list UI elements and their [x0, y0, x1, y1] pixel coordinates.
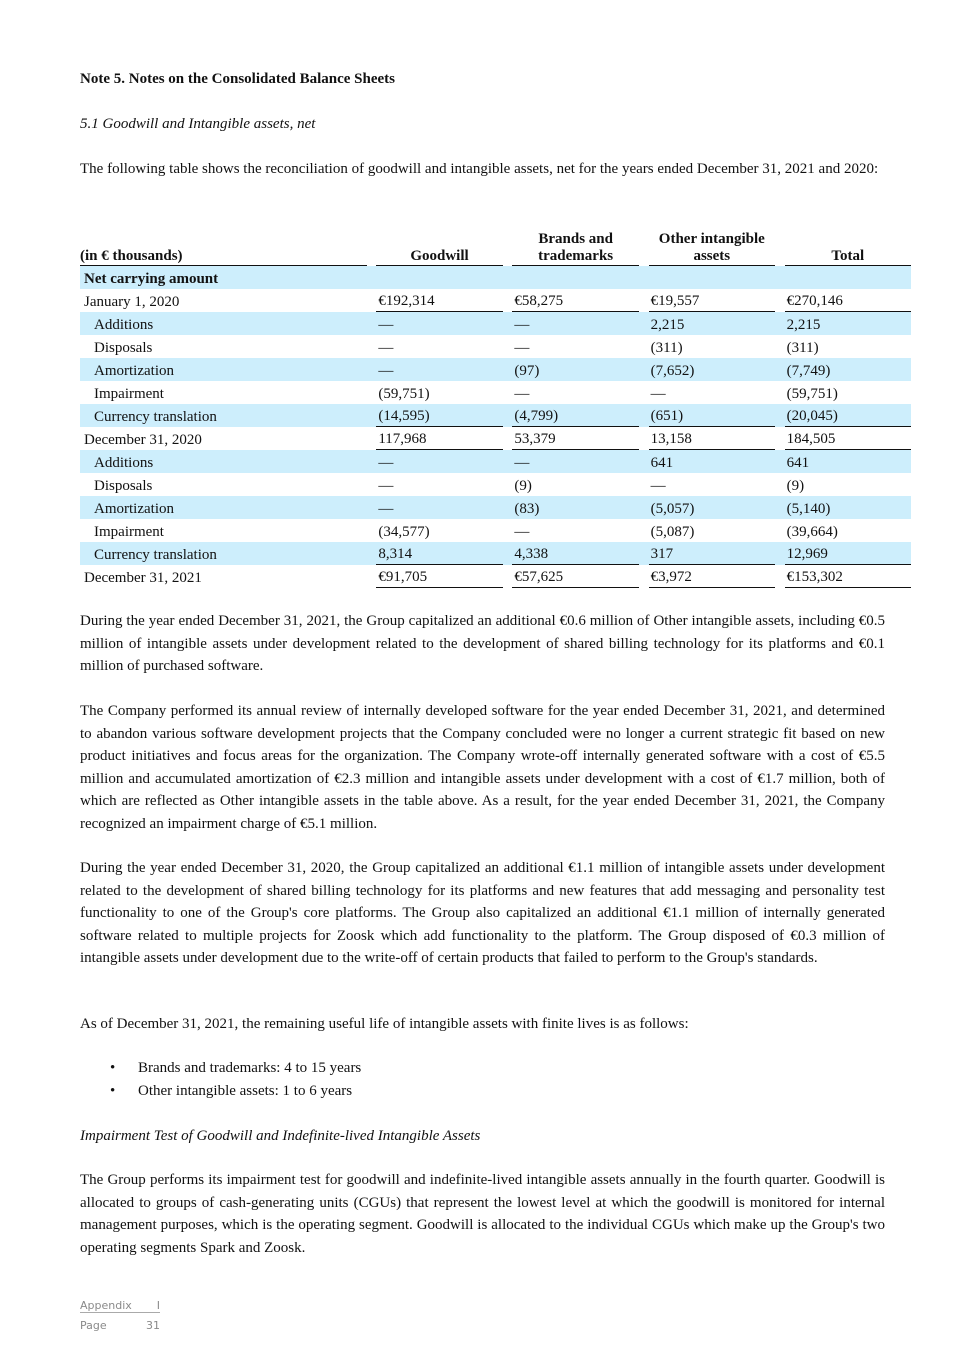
currency-symbol: €: [650, 293, 659, 309]
table-cell: [376, 567, 502, 588]
cell-value: (59,751): [378, 386, 430, 402]
table-row: [80, 312, 911, 335]
cell-value: (39,664): [786, 524, 838, 540]
cell-value: 53,379: [514, 431, 556, 447]
cell-value: 12,969: [786, 546, 828, 562]
table-row: [80, 335, 911, 358]
cell-value: —: [378, 501, 394, 517]
header-total: Total: [785, 248, 911, 266]
cell-value: —: [514, 317, 530, 333]
row-label: December 31, 2021: [84, 570, 202, 586]
row-label: Currency translation: [80, 404, 367, 427]
table-cell: [512, 315, 639, 335]
cell-value: —: [378, 340, 394, 356]
table-cell: [512, 406, 639, 427]
table-cell: [649, 544, 775, 565]
cell-value: (311): [650, 340, 683, 356]
table-cell: [785, 567, 911, 588]
note-title: Note 5. Notes on the Consolidated Balance Sheets: [80, 71, 395, 87]
table-row: [80, 473, 911, 496]
table-row: [80, 358, 911, 381]
cell-value: (5,057): [650, 501, 695, 517]
cell-value: (7,749): [786, 363, 831, 379]
cell-value: (34,577): [378, 524, 430, 540]
cell-value: 192,314: [385, 293, 435, 309]
row-label: Disposals: [94, 478, 153, 494]
table-cell: [512, 567, 639, 588]
table-row: [80, 289, 911, 312]
table-cell: [512, 269, 639, 289]
table-row: [80, 542, 911, 565]
row-label: Net carrying amount: [80, 266, 367, 289]
table-cell: [376, 499, 502, 519]
table-cell: [785, 522, 911, 542]
cell-value: 19,557: [658, 293, 700, 309]
cell-value: 641: [786, 455, 810, 471]
cell-value: 641: [650, 455, 674, 471]
table-row: [80, 565, 911, 588]
cell-value: (5,087): [650, 524, 695, 540]
cell-value: (9): [786, 478, 805, 494]
cell-value: 2,215: [650, 317, 685, 333]
table-cell: [649, 269, 775, 289]
table-cell: [785, 291, 911, 312]
table-row: [80, 427, 911, 450]
cell-value: —: [378, 455, 394, 471]
paragraph: The Group performs its impairment test for goodwill and indefinite-lived intangible assets annually in the fourth quarter. Goodwill is allocated to groups of cash-generating units (CGUs) that represent the lowest level at which the goodwill is monitored for internal management purposes, which is the operating segment. Goodwill is allocated to the individual CGUs which make up the Group's two operating segments Spark and Zoosk.: [80, 1172, 885, 1256]
table-cell: [376, 315, 502, 335]
table-cell: [785, 544, 911, 565]
cell-value: 4,338: [514, 546, 549, 562]
table-cell: [649, 429, 775, 450]
paragraph: During the year ended December 31, 2020, the Group capitalized an additional €1.1 million of intangible assets under development related to the development of shared billing technology for its platforms and new features that add messaging and personality test functionality to one of the Group's core platforms. The Group also capitalized an additional €1.1 million of internally generated software related to multiple projects for Zoosk which add functionality to the platform. The Group disposed of €0.3 million of intangible assets under development due to the write-off of certain products that failed to perform to the Group's standards.: [80, 860, 885, 966]
table-row: [80, 519, 911, 542]
table-cell: [785, 384, 911, 404]
row-label: Currency translation: [80, 542, 367, 565]
paragraph: The Company performed its annual review of internally developed software for the year ended December 31, 2021, and determined to abandon various software development projects that the Company concluded were no longer a current strategic fit based on new product initiatives and focus areas for the organization. The Company wrote-off internally generated software with a cost of €5.5 million and accumulated amortization of €2.3 million and intangible assets under development with a cost of €1.7 million, both of which are reflected as Other intangible assets in the table above. As a result, for the year ended December 31, 2021, the Company recognized an impairment charge of €5.1 million.: [80, 703, 885, 832]
table-cell: [649, 476, 775, 496]
table-cell: [649, 499, 775, 519]
table-row: [80, 496, 911, 519]
cell-value: 117,968: [378, 431, 427, 447]
table-cell: [512, 476, 639, 496]
cell-value: —: [378, 478, 394, 494]
cell-value: —: [378, 363, 394, 379]
cell-value: (59,751): [786, 386, 838, 402]
cell-value: 153,302: [794, 569, 843, 585]
cell-value: —: [514, 455, 530, 471]
row-label: Amortization: [80, 496, 367, 519]
row-label: Disposals: [94, 340, 153, 356]
cell-value: (651): [650, 408, 684, 424]
table-cell: [785, 361, 911, 381]
cell-value: 317: [650, 546, 674, 562]
table-cell: [649, 384, 775, 404]
intro-paragraph: The following table shows the reconciliation of goodwill and intangible assets, net for the years ended December 31, 2021 and 2020:: [80, 161, 879, 177]
header-label: (in € thousands): [80, 248, 367, 266]
currency-symbol: €: [378, 569, 386, 585]
table-cell: [512, 544, 639, 565]
table-cell: [649, 361, 775, 381]
cell-value: 270,146: [794, 293, 843, 309]
table-cell: [512, 291, 639, 312]
row-label: Additions: [80, 450, 367, 473]
table-cell: [376, 429, 502, 450]
table-cell: [785, 499, 911, 519]
cell-value: (83): [514, 501, 540, 517]
table-cell: [512, 522, 639, 542]
table-cell: [512, 361, 639, 381]
cell-value: 58,275: [521, 293, 564, 309]
row-label: Amortization: [80, 358, 367, 381]
useful-life-list: [80, 1057, 361, 1102]
currency-symbol: €: [786, 293, 795, 309]
header-goodwill: Goodwill: [376, 248, 502, 266]
cell-value: —: [650, 386, 666, 402]
cell-value: 57,625: [521, 569, 564, 585]
table-row: [80, 266, 911, 289]
table-cell: [376, 406, 502, 427]
table-header-row: [80, 228, 911, 266]
row-label: Impairment: [94, 386, 164, 402]
table-cell: [512, 499, 639, 519]
table-cell: [376, 384, 502, 404]
currency-symbol: €: [514, 569, 522, 585]
table-cell: [649, 338, 775, 358]
footer-section-marker: I: [156, 1299, 160, 1312]
cell-value: (97): [514, 363, 540, 379]
currency-symbol: €: [650, 569, 659, 585]
table-cell: [512, 384, 639, 404]
row-label: Impairment: [94, 524, 164, 540]
footer-page-label: Page: [80, 1319, 107, 1332]
table-cell: [512, 338, 639, 358]
table-cell: [376, 453, 502, 473]
table-cell: [785, 269, 911, 289]
table-cell: [649, 453, 775, 473]
table-cell: [512, 429, 639, 450]
paragraph: During the year ended December 31, 2021, the Group capitalized an additional €0.6 million of Other intangible assets, including €0.5 million of intangible assets under development related to the development of shared billing technology for its platforms and €0.1 million of purchased software.: [80, 613, 885, 674]
cell-value: —: [514, 524, 530, 540]
table-row: [80, 404, 911, 427]
table-cell: [376, 544, 502, 565]
table-cell: [376, 476, 502, 496]
cell-value: 8,314: [378, 546, 413, 562]
currency-symbol: €: [786, 569, 795, 585]
table-cell: [649, 522, 775, 542]
list-item: • Other intangible assets: 1 to 6 years: [80, 1080, 361, 1103]
cell-value: —: [378, 317, 394, 333]
cell-value: (5,140): [786, 501, 831, 517]
page-number: 31: [146, 1319, 160, 1332]
paragraph: As of December 31, 2021, the remaining useful life of intangible assets with finite lives is as follows:: [80, 1016, 689, 1032]
row-label: Additions: [80, 312, 367, 335]
header-other: Other intangible assets: [649, 231, 775, 266]
table-cell: [649, 406, 775, 427]
table-cell: [649, 567, 775, 588]
table-cell: [376, 291, 502, 312]
table-cell: [649, 291, 775, 312]
row-label: January 1, 2020: [84, 294, 180, 310]
cell-value: —: [650, 478, 666, 494]
footer-section-label: Appendix: [80, 1299, 132, 1312]
table-cell: [785, 476, 911, 496]
subheading: Impairment Test of Goodwill and Indefinite-lived Intangible Assets: [80, 1128, 481, 1144]
cell-value: (20,045): [786, 408, 838, 424]
cell-value: (14,595): [378, 408, 430, 424]
list-item: • Brands and trademarks: 4 to 15 years: [80, 1057, 361, 1080]
table-cell: [785, 406, 911, 427]
cell-value: (311): [786, 340, 819, 356]
cell-value: 184,505: [786, 431, 836, 447]
table-cell: [376, 522, 502, 542]
cell-value: —: [514, 386, 530, 402]
cell-value: (9): [514, 478, 532, 494]
row-label: December 31, 2020: [84, 432, 202, 448]
table-cell: [512, 453, 639, 473]
currency-symbol: €: [514, 293, 522, 309]
table-cell: [376, 269, 502, 289]
goodwill-reconciliation-table: [80, 228, 911, 588]
table-cell: [785, 429, 911, 450]
currency-symbol: €: [378, 293, 386, 309]
cell-value: 13,158: [650, 431, 692, 447]
table-cell: [376, 338, 502, 358]
header-brands: Brands and trademarks: [512, 231, 639, 266]
table-row: [80, 381, 911, 404]
cell-value: 3,972: [658, 569, 692, 585]
table-cell: [649, 315, 775, 335]
cell-value: (7,652): [650, 363, 695, 379]
footer-section: [80, 1299, 160, 1313]
section-title: 5.1 Goodwill and Intangible assets, net: [80, 116, 316, 132]
footer-page: [80, 1319, 160, 1332]
cell-value: (4,799): [514, 408, 559, 424]
cell-value: 2,215: [786, 317, 821, 333]
table-cell: [785, 315, 911, 335]
table-row: [80, 450, 911, 473]
table-cell: [785, 453, 911, 473]
cell-value: —: [514, 340, 530, 356]
table-cell: [785, 338, 911, 358]
table-cell: [376, 361, 502, 381]
cell-value: 91,705: [385, 569, 428, 585]
